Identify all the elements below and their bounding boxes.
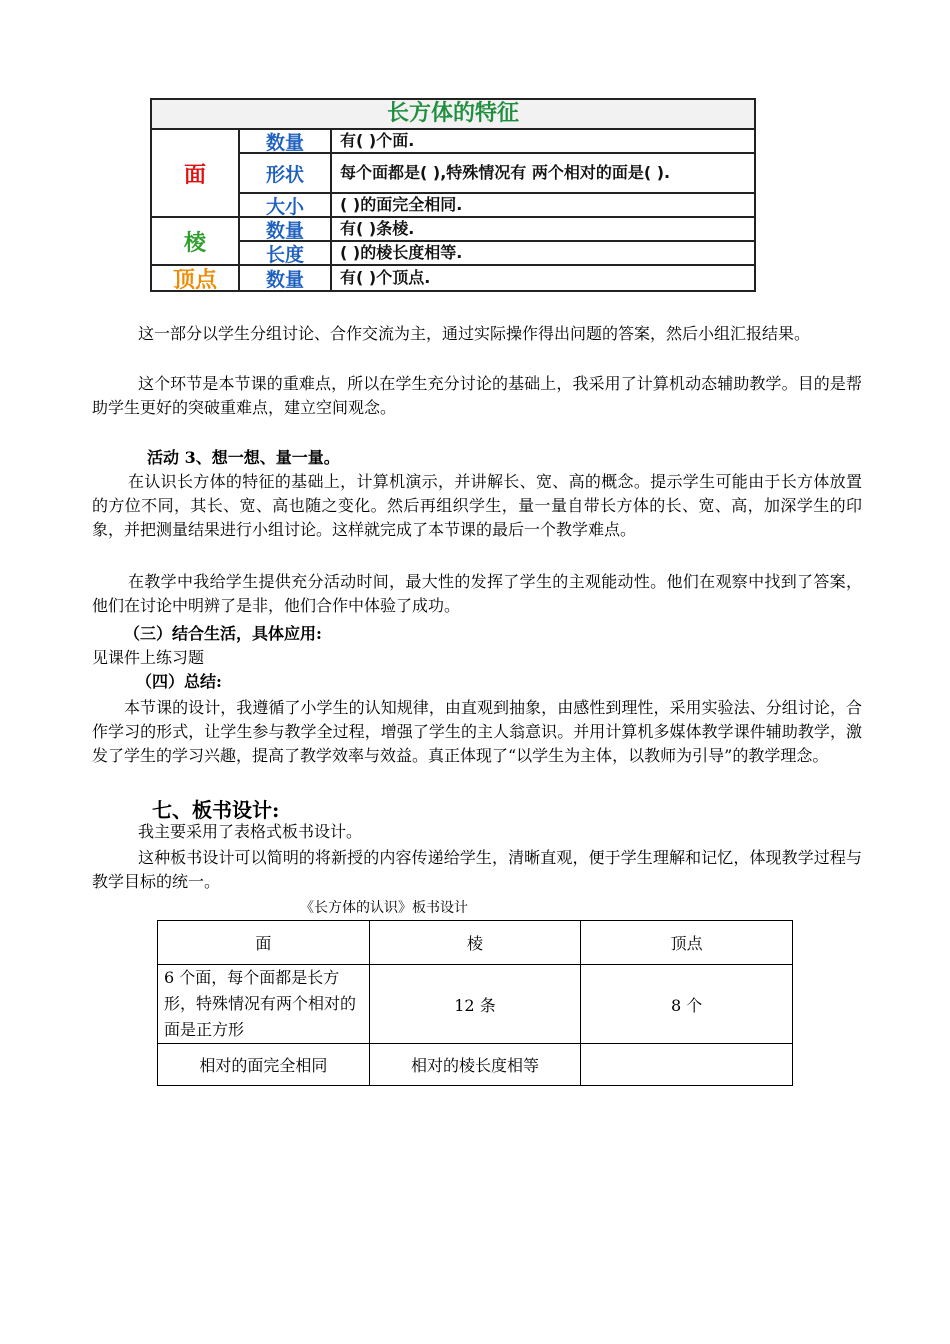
sub-face-shape: 形状 [240,154,332,194]
feature-table-title: 长方体的特征 [152,100,754,130]
paragraph-6: 本节课的设计，我遵循了小学生的认知规律，由直观到抽象，由感性到理性，采用实验法、分组讨论，合作学习的形式，让学生参与教学全过程，增强了学生的主人翁意识。并用计算机多媒体教学课件辅助教学，激发了学生的学习兴趣，提高了教学效率与效益。真正体现了“以学生为主体，以教师为引导”的教学理念。 [92,698,862,765]
table-header-row [158,921,793,965]
paragraph-5: 见课件上练习题 [92,648,205,667]
sub-face-count: 数量 [240,130,332,154]
text-edge-length: ( )的棱长度相等. [332,242,754,266]
sub-edge-length: 长度 [240,242,332,266]
group-edge: 棱 [152,218,240,266]
cell-edge-equal: 相对的棱长度相等 [369,1044,581,1086]
section-4-heading: （四）总结: [136,672,222,691]
cell-vertex-count: 8 个 [581,965,793,1044]
section-7-heading: 七、板书设计: [152,798,280,822]
sub-edge-count: 数量 [240,218,332,242]
board-design-table [157,920,793,1086]
cell-edge-count: 12 条 [369,965,581,1044]
text-vertex-count: 有( )个顶点. [340,268,431,287]
paragraph-7: 我主要采用了表格式板书设计。 [138,822,363,841]
text-face-count: 有( )个面. [332,130,754,154]
text-face-size: ( )的面完全相同. [332,194,754,218]
text-edge-count: 有( )条棱. [332,218,754,242]
cell-face-desc: 6 个面，每个面都是长方形，特殊情况有两个相对的面是正方形 [158,965,370,1044]
board-caption: 《长方体的认识》板书设计 [300,900,468,916]
group-vertex: 顶点 [152,266,240,290]
activity-3-heading: 活动 3、想一想、量一量。 [147,448,340,467]
header-edge: 棱 [369,921,581,965]
sub-vertex-count: 数量 [240,266,332,290]
header-face: 面 [158,921,370,965]
paragraph-4: 在教学中我给学生提供充分活动时间，最大性的发挥了学生的主观能动性。他们在观察中找到了答案，他们在讨论中明辨了是非，他们合作中体验了成功。 [92,572,862,615]
header-vertex: 顶点 [581,921,793,965]
group-face: 面 [152,130,240,218]
text-face-shape: 每个面都是( ),特殊情况有 两个相对的面是( ). [332,154,754,194]
table-row [158,1044,793,1086]
paragraph-1: 这一部分以学生分组讨论、合作交流为主，通过实际操作得出问题的答案，然后小组汇报结果。 [138,324,811,343]
paragraph-8: 这种板书设计可以简明的将新授的内容传递给学生，清晰直观，便于学生理解和记忆，体现教学过程与教学目标的统一。 [92,848,862,891]
cell-face-equal: 相对的面完全相同 [158,1044,370,1086]
table-row [158,965,793,1044]
section-3-heading: （三）结合生活，具体应用: [124,624,322,643]
cell-empty [581,1044,793,1086]
sub-face-size: 大小 [240,194,332,218]
paragraph-2: 这个环节是本节课的重难点，所以在学生充分讨论的基础上，我采用了计算机动态辅助教学。目的是帮助学生更好的突破重难点，建立空间观念。 [92,374,862,417]
feature-table-image [150,98,756,292]
paragraph-3: 在认识长方体的特征的基础上，计算机演示，并讲解长、宽、高的概念。提示学生可能由于长方体放置的方位不同，其长、宽、高也随之变化。然后再组织学生，量一量自带长方体的长、宽、高，加深学生的印象，并把测量结果进行小组讨论。这样就完成了本节课的最后一个教学难点。 [92,472,862,539]
